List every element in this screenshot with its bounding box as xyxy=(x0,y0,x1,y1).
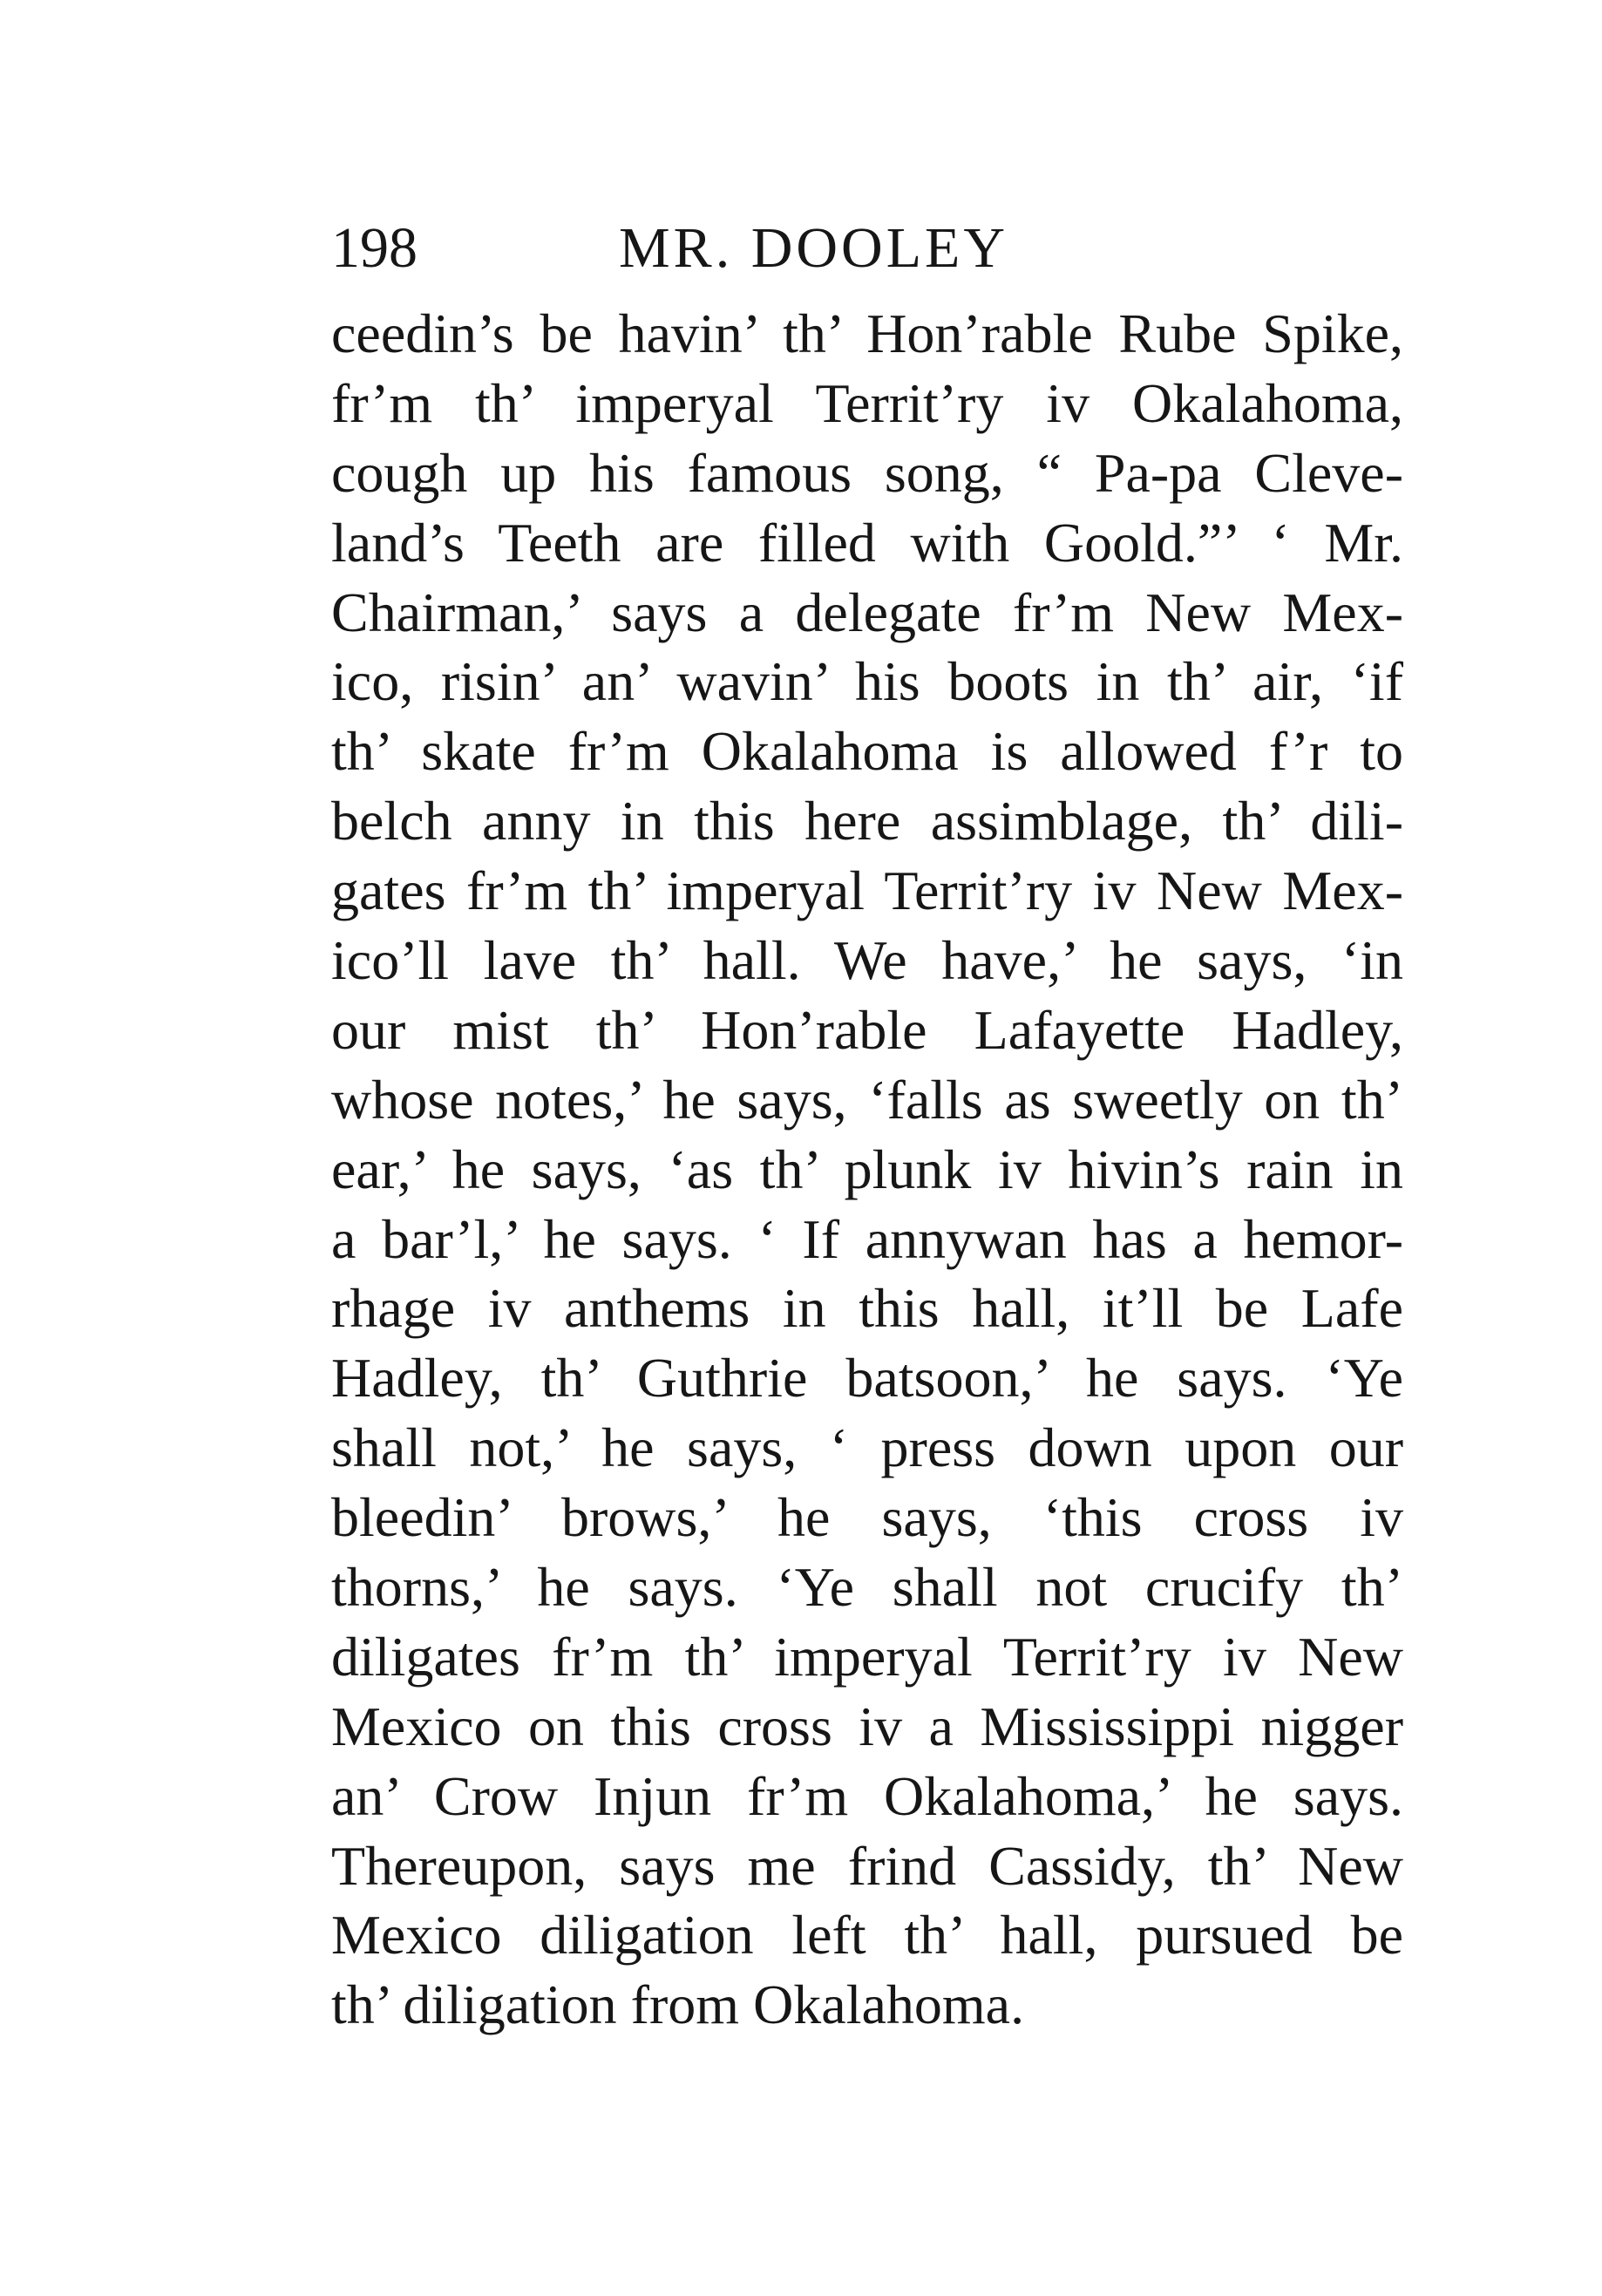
text-line: diligates fr’m th’ imperyal Territ’ry iv New xyxy=(331,1625,1403,1688)
text-line: our mist th’ Hon’rable Lafayette Hadley, xyxy=(331,998,1403,1061)
text-line: bleedin’ brows,’ he says, ‘this cross iv xyxy=(331,1486,1403,1549)
text-line: Thereupon, says me frind Cassidy, th’ New xyxy=(331,1834,1403,1897)
text-line: th’ diligation from Okalahoma. xyxy=(331,1973,1025,2036)
text-line: Mexico diligation left th’ hall, pursued be xyxy=(331,1904,1403,1967)
text-line: Hadley, th’ Guthrie batsoon,’ he says. ‘Ye xyxy=(331,1347,1403,1410)
text-line: rhage iv anthems in this hall, it’ll be Lafe xyxy=(331,1277,1403,1340)
text-line: a bar’l,’ he says. ‘ If annywan has a hemor- xyxy=(331,1207,1403,1270)
page-number: 198 xyxy=(331,216,417,280)
text-line: land’s Teeth are filled with Goold.”’ ‘ Mr. xyxy=(331,511,1403,574)
text-line: Chairman,’ says a delegate fr’m New Mex- xyxy=(331,581,1403,643)
text-line: shall not,’ he says, ‘ press down upon our xyxy=(331,1416,1403,1479)
text-line: thorns,’ he says. ‘Ye shall not crucify th’ xyxy=(331,1556,1403,1619)
running-title: MR. DOOLEY xyxy=(619,216,1008,280)
text-line: th’ skate fr’m Okalahoma is allowed f’r to xyxy=(331,720,1403,783)
text-line: Mexico on this cross iv a Mississippi nigger xyxy=(331,1695,1403,1757)
text-line: gates fr’m th’ imperyal Territ’ry iv New Mex- xyxy=(331,859,1403,922)
body-text xyxy=(331,299,1403,2040)
running-head xyxy=(331,209,1403,288)
text-line: cough up his famous song, “ Pa-pa Cleve- xyxy=(331,441,1403,504)
text-line: ear,’ he says, ‘as th’ plunk iv hivin’s rain in xyxy=(331,1138,1403,1200)
text-line: ico’ll lave th’ hall. We have,’ he says, ‘in xyxy=(331,929,1403,992)
text-line: ico, risin’ an’ wavin’ his boots in th’ air, ‘if xyxy=(331,650,1403,713)
text-line: belch anny in this here assimblage, th’ dili- xyxy=(331,790,1403,853)
text-line: whose notes,’ he says, ‘falls as sweetly on th’ xyxy=(331,1068,1403,1131)
text-line: fr’m th’ imperyal Territ’ry iv Okalahoma, xyxy=(331,371,1403,434)
text-line: an’ Crow Injun fr’m Okalahoma,’ he says. xyxy=(331,1764,1403,1827)
text-line: ceedin’s be havin’ th’ Hon’rable Rube Spike, xyxy=(331,302,1403,364)
